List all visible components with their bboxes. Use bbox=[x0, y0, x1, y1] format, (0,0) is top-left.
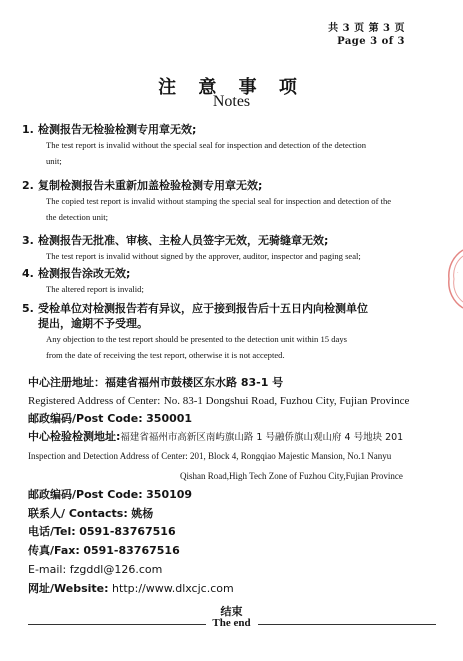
note-zh: 检测报告涂改无效; bbox=[38, 267, 131, 280]
registered-address-label: 中心注册地址： bbox=[28, 376, 105, 389]
contacts-label: 联系人/ Contacts: bbox=[28, 507, 128, 520]
website-value: http://www.dlxcjc.com bbox=[112, 582, 234, 595]
email-label: E-mail: bbox=[28, 563, 67, 576]
website-label: 网址/Website: bbox=[28, 582, 109, 595]
page-number-en: Page 3 of 3 bbox=[337, 36, 405, 47]
end-zh: 结束 bbox=[220, 605, 243, 618]
post-code-2 bbox=[28, 487, 192, 502]
post-code-value: 350109 bbox=[146, 488, 193, 501]
note-en-line: unit; bbox=[46, 156, 62, 166]
registered-address-en bbox=[28, 393, 409, 409]
fax-value: 0591-83767516 bbox=[83, 544, 180, 557]
tel-value: 0591-83767516 bbox=[79, 525, 176, 538]
contacts-value: 姚杨 bbox=[131, 507, 154, 520]
registered-address-en-label: Registered Address of Center: bbox=[28, 395, 161, 407]
note-en-line: from the date of receiving the test report, otherwise it is not accepted. bbox=[46, 350, 285, 360]
post-code-value: 350001 bbox=[146, 412, 193, 425]
note-1 bbox=[22, 122, 442, 169]
fax-label: 传真/Fax: bbox=[28, 544, 80, 557]
note-number: 5. bbox=[22, 302, 34, 315]
note-4 bbox=[22, 266, 442, 297]
email-value: fzgddl@126.com bbox=[69, 563, 163, 576]
page-number bbox=[328, 22, 405, 48]
note-zh: 检测报告无批准、审核、主检人员签字无效，无骑缝章无效; bbox=[38, 234, 329, 247]
registered-address-value: 福建省福州市鼓楼区东水路 83-1 号 bbox=[105, 376, 284, 389]
svg-text:·: · bbox=[457, 270, 459, 276]
note-2 bbox=[22, 178, 442, 225]
post-code-label: 邮政编码/Post Code: bbox=[28, 412, 143, 425]
tel-label: 电话/Tel: bbox=[28, 525, 76, 538]
telephone bbox=[28, 524, 176, 539]
note-3 bbox=[22, 233, 442, 264]
note-en-line: the detection unit; bbox=[46, 212, 109, 222]
registered-address-zh bbox=[28, 375, 283, 390]
note-zh: 检测报告无检验检测专用章无效; bbox=[38, 123, 197, 136]
title-en: Notes bbox=[212, 93, 251, 110]
contacts bbox=[28, 506, 153, 521]
note-zh-continued: 提出，逾期不予受理。 bbox=[38, 317, 148, 330]
registered-address-en-value: No. 83-1 Dongshui Road, Fuzhou City, Fujian Province bbox=[163, 395, 410, 407]
email bbox=[28, 562, 162, 577]
inspection-address-value: 福建省福州市高新区南屿旗山路 1 号融侨旗山观山府 4 号地块 201 bbox=[120, 432, 404, 443]
note-number: 3. bbox=[22, 234, 34, 247]
page-number-zh: 共 3 页 第 3 页 bbox=[328, 23, 405, 34]
paging-seal-fragment bbox=[447, 248, 463, 310]
note-zh: 复制检测报告未重新加盖检验检测专用章无效; bbox=[38, 179, 263, 192]
note-en-line: Any objection to the test report should be presented to the detection unit within 15 days bbox=[46, 334, 347, 344]
end-en: The end bbox=[212, 617, 251, 629]
note-en-line: The test report is invalid without signed by the approver, auditor, inspector and paging seal; bbox=[46, 251, 361, 261]
inspection-address-zh bbox=[28, 429, 403, 445]
note-number: 1. bbox=[22, 123, 34, 136]
note-en-line: The altered report is invalid; bbox=[46, 284, 144, 294]
inspection-address-en-2: Qishan Road,High Tech Zone of Fuzhou City,Fujian Province bbox=[180, 471, 403, 481]
inspection-address-en-label: Inspection and Detection Address of Center: bbox=[28, 451, 188, 461]
fax bbox=[28, 543, 180, 558]
note-en-line: The copied test report is invalid without stamping the special seal for inspection and detection of the bbox=[46, 196, 392, 206]
note-en-line: The test report is invalid without the special seal for inspection and detection of the detection bbox=[46, 140, 367, 150]
note-number: 2. bbox=[22, 179, 34, 192]
inspection-address-en-value-1: 201, Block 4, Rongqiao Majestic Mansion, No.1 Nanyu bbox=[189, 451, 392, 461]
note-zh: 受检单位对检测报告若有异议，应于接到报告后十五日内向检测单位 bbox=[38, 302, 368, 315]
note-5 bbox=[22, 301, 442, 363]
note-number: 4. bbox=[22, 267, 34, 280]
title-zh: 注 意 事 项 bbox=[158, 77, 305, 98]
inspection-address-label: 中心检验检测地址: bbox=[28, 430, 121, 443]
post-code-label: 邮政编码/Post Code: bbox=[28, 488, 143, 501]
post-code-1 bbox=[28, 411, 192, 426]
website bbox=[28, 581, 234, 596]
inspection-address-en bbox=[28, 449, 391, 464]
